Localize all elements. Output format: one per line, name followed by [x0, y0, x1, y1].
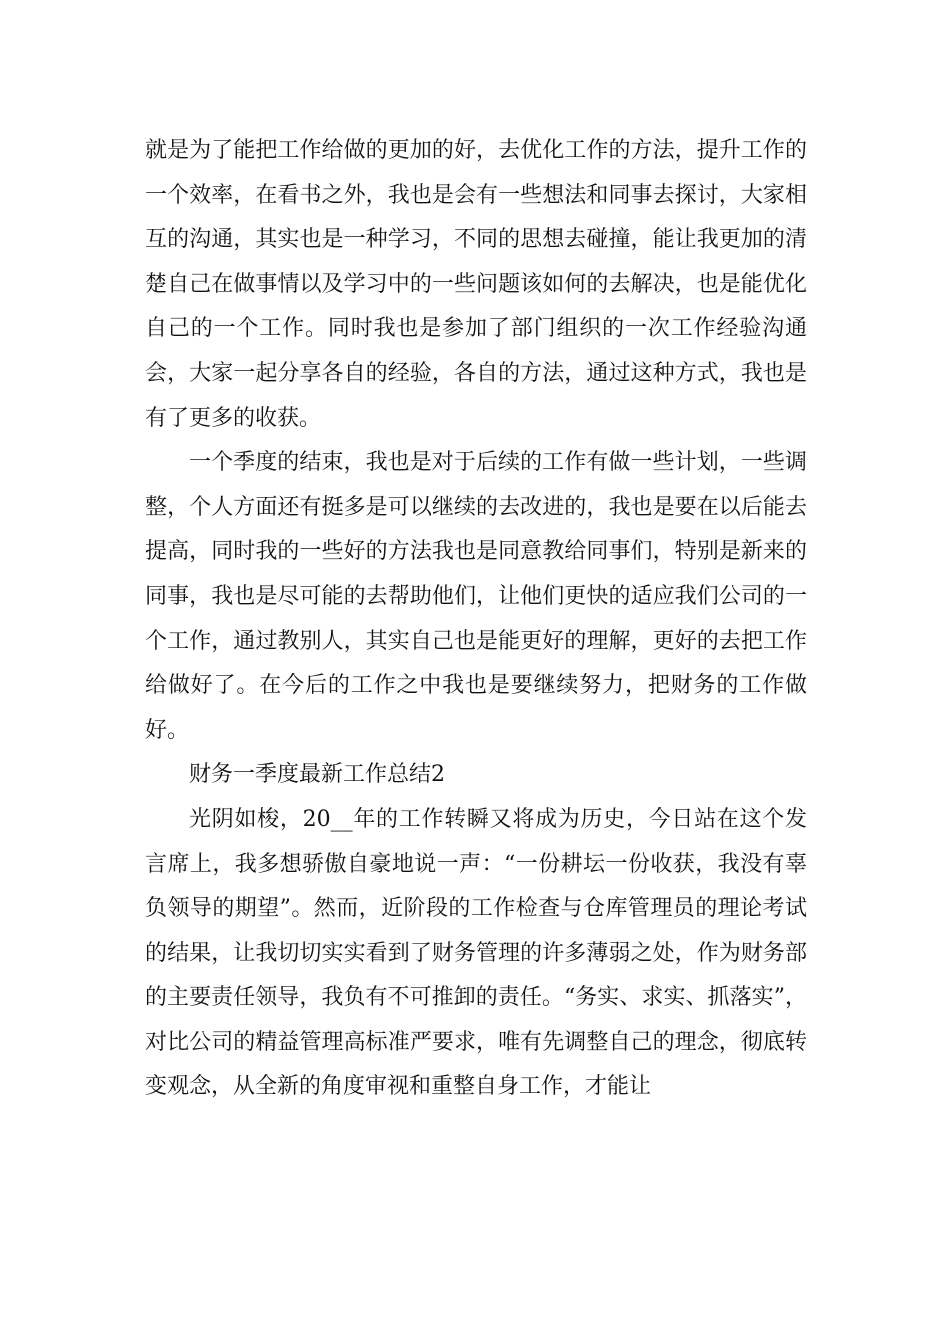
- section-heading: 财务一季度最新工作总结2: [189, 762, 445, 788]
- paragraph-summary-2: 光阴如梭，20__年的工作转瞬又将成为历史，今日站在这个发言席上，我多想骄傲自豪地说一声：“一份耕坛一份收获，我没有辜负领导的期望”。然而，近阶段的工作检查与仓库管理员的理论考试的结果，让我切切实实看到了财务管理的许多薄弱之处，作为财务部的主要责任领导，我负有不可推卸的责任。“务实、求实、抓落实”，对比公司的精益管理高标准严要求，唯有先调整自己的理念，彻底转变观念，从全新的角度审视和重整自身工作，才能让: [145, 806, 807, 1100]
- document-body: [145, 129, 807, 1110]
- paragraph-quarter-plan: 一个季度的结束，我也是对于后续的工作有做一些计划，一些调整，个人方面还有挺多是可以继续的去改进的，我也是要在以后能去提高，同时我的一些好的方法我也是同意教给同事们，特别是新来的同事，我也是尽可能的去帮助他们，让他们更快的适应我们公司的一个工作，通过教别人，其实自己也是能更好的理解，更好的去把工作给做好了。在今后的工作之中我也是要继续努力，把财务的工作做好。: [145, 450, 807, 743]
- paragraph-continued: 就是为了能把工作给做的更加的好，去优化工作的方法，提升工作的一个效率，在看书之外，我也是会有一些想法和同事去探讨，大家相互的沟通，其实也是一种学习，不同的思想去碰撞，能让我更加的清楚自己在做事情以及学习中的一些问题该如何的去解决，也是能优化自己的一个工作。同时我也是参加了部门组织的一次工作经验沟通会，大家一起分享各自的经验，各自的方法，通过这种方式，我也是有了更多的收获。: [145, 138, 807, 431]
